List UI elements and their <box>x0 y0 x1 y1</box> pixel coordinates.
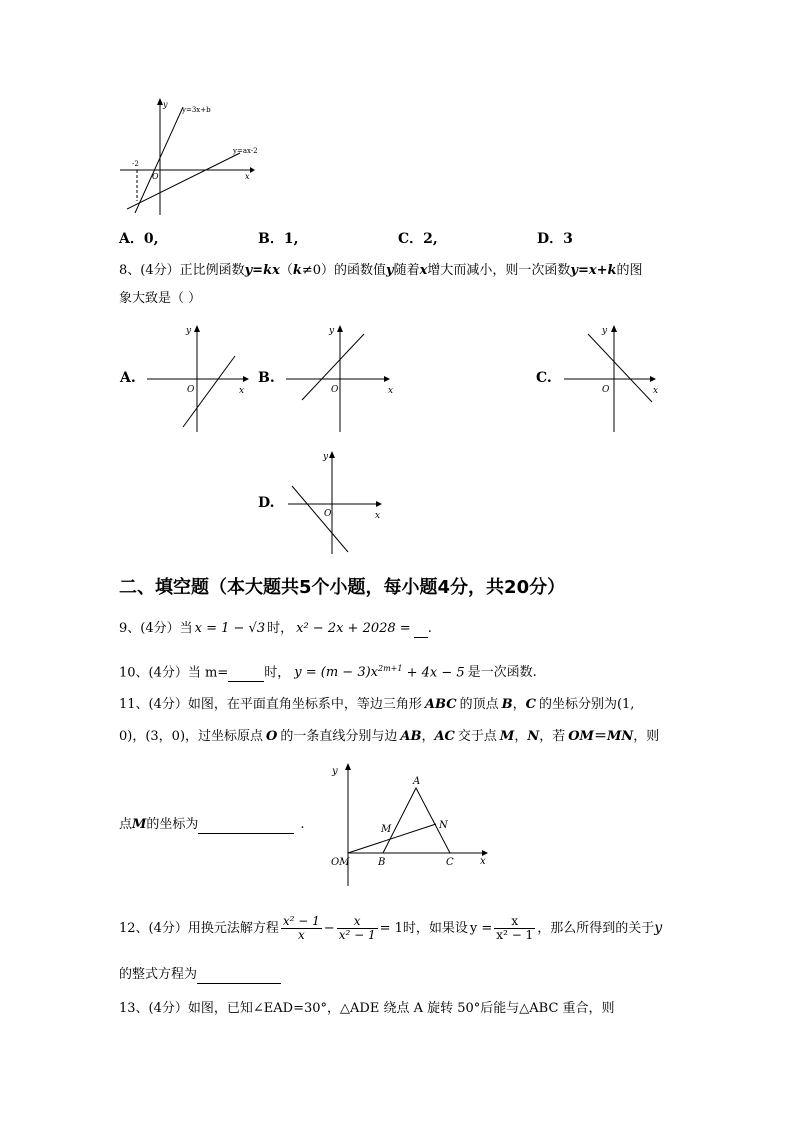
q8d-y-arrow <box>329 451 335 458</box>
q8d-x: x <box>375 511 381 521</box>
q12-f2-num: x <box>337 915 378 929</box>
q8-graph-a <box>145 322 255 434</box>
q10-prefix: 10、(4分）当 m= <box>119 665 229 681</box>
q8-mid2: 增大而减小，则一次函数 <box>427 263 571 278</box>
q11-fig-b: B <box>378 857 386 868</box>
q11-y-arrow <box>345 763 351 770</box>
q7-tick: -2 <box>132 160 139 168</box>
q8-tail: 的图 <box>616 263 643 278</box>
q12-line2-text: 的整式方程为 <box>119 967 198 982</box>
q12-mid: 时，如果设 <box>402 921 468 936</box>
q7-origin: O <box>152 172 159 181</box>
q8d-y: y <box>323 452 329 462</box>
q11-line2 <box>119 728 659 746</box>
q11-fig-n: N <box>439 820 448 831</box>
q7-line2 <box>127 153 240 209</box>
q8-var-x: x <box>419 263 428 278</box>
q12-yeq: y = <box>469 921 493 936</box>
q8-graph-d <box>286 448 391 556</box>
q11-comma2: ， <box>421 729 435 744</box>
q11-fig-m: M <box>381 824 392 835</box>
q12-tail: ，那么所得到的关于 <box>537 921 655 936</box>
q8b-y: y <box>329 326 335 336</box>
q10-expr: y = (m − 3)x <box>294 665 378 681</box>
q7-option-d[interactable]: D．3 <box>537 231 573 247</box>
q11-line1-text: 11、(4分）如图，在平面直角坐标系中，等边三角形 <box>119 697 422 712</box>
q7-option-b[interactable]: B．1, <box>258 231 299 247</box>
q11-m: M <box>499 729 515 744</box>
q11-m2: M <box>132 817 147 832</box>
q11-answer-blank[interactable] <box>198 819 294 834</box>
q11-line2b: 的一条直线分别与边 <box>280 729 398 744</box>
q11-eq: ＝ <box>593 729 607 744</box>
q11-fig-x: x <box>480 856 486 867</box>
q10-exp: 2m+1 <box>378 664 403 673</box>
q11-b: B <box>501 697 513 712</box>
q11-mn: MN <box>606 729 634 744</box>
q8c-x-arrow <box>650 376 656 382</box>
q12-f3-num: x <box>494 915 535 929</box>
q9-tail: . <box>427 621 432 636</box>
q8-func1: y=kx <box>244 263 280 278</box>
q9-expr1: x = 1 − √3 <box>194 621 266 636</box>
q8c-y-arrow <box>611 325 617 332</box>
q8c-o: O <box>602 385 610 395</box>
q11-figure <box>328 758 498 890</box>
q7-line1-label: y=3x+b <box>182 106 211 114</box>
q7-option-a[interactable]: A．0, <box>119 231 159 247</box>
q11-comma3: ， <box>514 729 528 744</box>
q8-cond-open: （ <box>279 263 293 278</box>
q8a-x-arrow <box>243 376 249 382</box>
q12-f3-den: x² − 1 <box>496 928 534 942</box>
q11-line3a: 点 <box>119 817 133 832</box>
q11-abc: ABC <box>424 697 457 712</box>
q10-mid: 时， <box>264 665 291 681</box>
q11-o: O <box>266 729 278 744</box>
q8-option-c[interactable]: C. <box>536 370 552 386</box>
q9-expr2: x² − 2x + 2028 = <box>296 621 411 636</box>
q8a-x: x <box>239 386 245 396</box>
q8-option-a[interactable]: A. <box>120 370 136 386</box>
q12-prefix: 12、(4分）用换元法解方程 <box>119 921 279 936</box>
q12-line1 <box>119 908 662 949</box>
q12-eq: = 1 <box>379 921 403 936</box>
q8-line1 <box>119 262 643 280</box>
q7-graph <box>115 95 265 220</box>
q8-var-y: y <box>386 263 394 278</box>
q7-y-label: y <box>163 100 168 109</box>
q10-answer-blank[interactable] <box>228 667 264 682</box>
q11-line3b: 的坐标为 <box>146 817 199 832</box>
q11-om: OM <box>568 729 594 744</box>
q8-cond-rest: ≠0）的函数值 <box>301 263 387 278</box>
q12-frac1 <box>281 915 322 942</box>
q11-comma: ， <box>512 697 526 712</box>
q8c-line <box>588 334 652 402</box>
q12-f2-den: x² − 1 <box>338 928 376 942</box>
q12-answer-blank[interactable] <box>197 969 281 984</box>
q11-fig-a: A <box>413 776 421 787</box>
q11-n: N <box>527 729 540 744</box>
q11-line1b: 的顶点 <box>459 697 499 712</box>
q10-expr-tail: + 4x − 5 <box>402 665 465 681</box>
q9 <box>119 620 432 638</box>
q7-x-label: x <box>245 172 250 181</box>
q8-k: k <box>292 263 302 278</box>
q8d-o: O <box>324 509 332 519</box>
q11-c: C <box>525 697 536 712</box>
q11-fig-om: OM <box>331 857 350 868</box>
q7-option-c[interactable]: C．2, <box>398 231 438 247</box>
q8-prefix: 8、(4分）正比例函数 <box>119 263 245 278</box>
q10-tail: 是一次函数. <box>467 665 537 681</box>
q11-line2a: 0)，(3，0)，过坐标原点 <box>119 729 264 744</box>
q8c-x: x <box>653 386 659 396</box>
q8a-o: O <box>187 385 195 395</box>
q12-f1-den: x <box>297 928 305 942</box>
q11-line2e: ，则 <box>633 729 660 744</box>
q12-frac2 <box>337 915 378 942</box>
q10 <box>119 660 537 682</box>
q8-mid: 随着 <box>393 263 420 278</box>
q7-x-arrow <box>250 167 255 173</box>
q8a-y-arrow <box>194 325 200 332</box>
q12-f1-num: x² − 1 <box>282 914 320 928</box>
q11-line2d: ，若 <box>539 729 566 744</box>
q11-ac: AC <box>434 729 455 744</box>
q9-mid: 时， <box>267 621 294 636</box>
q11-line3c: . <box>300 817 305 832</box>
q12-y: y <box>654 920 663 936</box>
q12-line2 <box>119 966 281 984</box>
q8b-x-arrow <box>384 376 390 382</box>
q11-fig-y: y <box>332 766 338 777</box>
q13: 13、(4分）如图，已知∠EAD=30°，△ADE 绕点 A 旋转 50°后能与△ABC 重合，则 <box>119 1001 615 1016</box>
q8b-x: x <box>388 386 394 396</box>
q9-prefix: 9、(4分）当 <box>119 621 193 636</box>
q8-line2: 象大致是（ ） <box>119 291 202 306</box>
q8b-y-arrow <box>337 325 343 332</box>
q11-line-omn <box>348 824 436 853</box>
section-title: 二、填空题（本大题共5个小题，每小题4分，共20分） <box>119 577 566 598</box>
q11-line1 <box>119 696 634 714</box>
q8-graph-b <box>284 322 399 434</box>
q8a-y: y <box>186 326 192 336</box>
q9-answer-blank[interactable] <box>414 623 428 638</box>
q11-line1c: 的坐标分别为(1, <box>538 697 635 712</box>
q8-func2: y=x+k <box>570 263 617 278</box>
q7-line1 <box>135 107 183 213</box>
q11-line2c: 交于点 <box>457 729 497 744</box>
q8-option-b[interactable]: B. <box>258 370 275 386</box>
q8d-line <box>292 486 348 552</box>
q8b-o: O <box>331 385 339 395</box>
q7-line2-label: y=ax-2 <box>233 147 258 155</box>
q11-fig-c: C <box>446 857 454 868</box>
q12-minus: − <box>323 921 335 936</box>
q8-graph-c <box>562 322 667 434</box>
q8-option-d[interactable]: D. <box>258 495 275 511</box>
q11-line3 <box>119 816 305 834</box>
q8d-x-arrow <box>376 501 382 507</box>
q12-frac3 <box>494 915 535 942</box>
q8c-y: y <box>602 326 608 336</box>
q11-ab: AB <box>400 729 422 744</box>
